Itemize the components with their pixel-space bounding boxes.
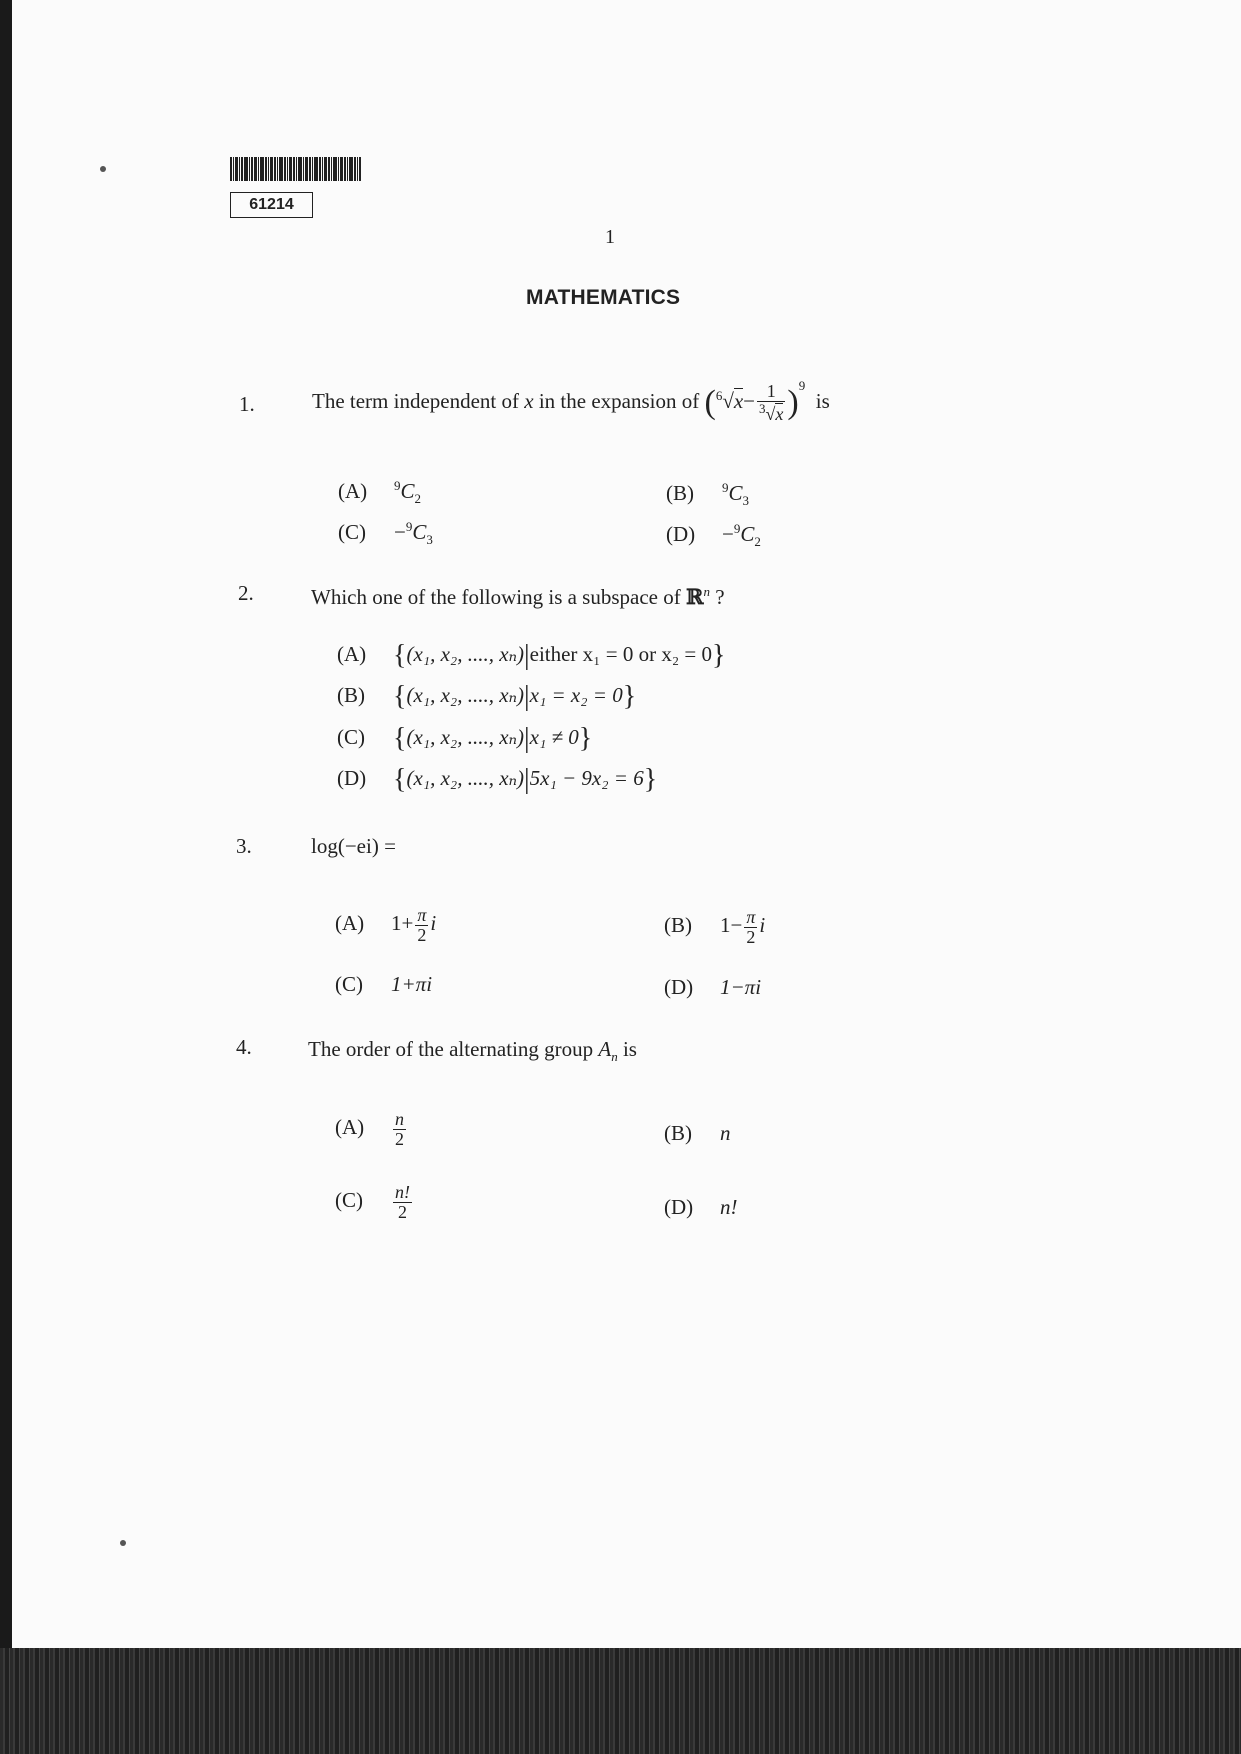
question-1-text: The term independent of x in the expansion of ($^6$√x− $\frac{1}{^3√x}$ )$^9$ is [312,378,830,425]
paper-code-box: 61214 [230,192,313,218]
question-3-number: 3. [236,834,252,858]
barcode-icon [230,157,361,181]
question-3-option-d[interactable]: (D) 1−πi [664,975,762,999]
page-title: MATHEMATICS [526,286,681,309]
exam-page [12,0,1241,1648]
question-1-number: 1. [239,392,255,416]
question-4-number: 4. [236,1035,252,1059]
question-2-number: 2. [238,581,254,605]
question-3-option-a[interactable]: (A) 1+ $\frac{\pi}{2}$ i [335,905,437,945]
scanner-background [0,1648,1241,1754]
page-number: 1 [605,226,615,248]
question-4-option-b[interactable]: (B) n [664,1121,731,1145]
scan-speck [120,1540,126,1546]
question-4-option-a[interactable]: (A) $\frac{n}{2}$ [335,1109,404,1149]
question-3-option-b[interactable]: (B) 1− $\frac{\pi}{2}$ i [664,907,766,947]
question-1-option-c[interactable]: $(C) -^9C_3$ [338,519,433,548]
question-3-option-c[interactable]: (C) 1+πi [335,972,433,996]
question-3-text: log(−ei) = [311,834,396,858]
question-2-option-c[interactable]: (C) {(x₁, x₂, ...., xₙ)|x₁ ≠ 0} [337,723,593,754]
question-1-option-a[interactable]: (A) $^9C_2$ [338,478,422,507]
question-4-option-d[interactable]: (D) n! [664,1195,738,1219]
question-2-option-a[interactable]: (A) {(x₁, x₂, ...., xₙ)|either x₁ = 0 or x₂ = 0} [337,640,726,671]
question-2-option-b[interactable]: (B) {(x₁, x₂, ...., xₙ)|x₁ = x₂ = 0} [337,681,637,712]
question-1-option-b[interactable]: (B) $^9C_3$ [666,480,750,509]
question-4-text: The order of the alternating group $A_n$ is [308,1037,637,1065]
question-4-option-c[interactable]: (C) $\frac{n!}{2}$ [335,1182,410,1222]
question-2-text: Which one of the following is a subspace of ℝ$^n$ ? [311,584,725,609]
question-1-option-d[interactable]: $(D) -^9C_2$ [666,521,761,550]
scan-speck [100,166,106,172]
question-2-option-d[interactable]: (D) {(x₁, x₂, ...., xₙ)|5x₁ − 9x₂ = 6} [337,764,658,795]
